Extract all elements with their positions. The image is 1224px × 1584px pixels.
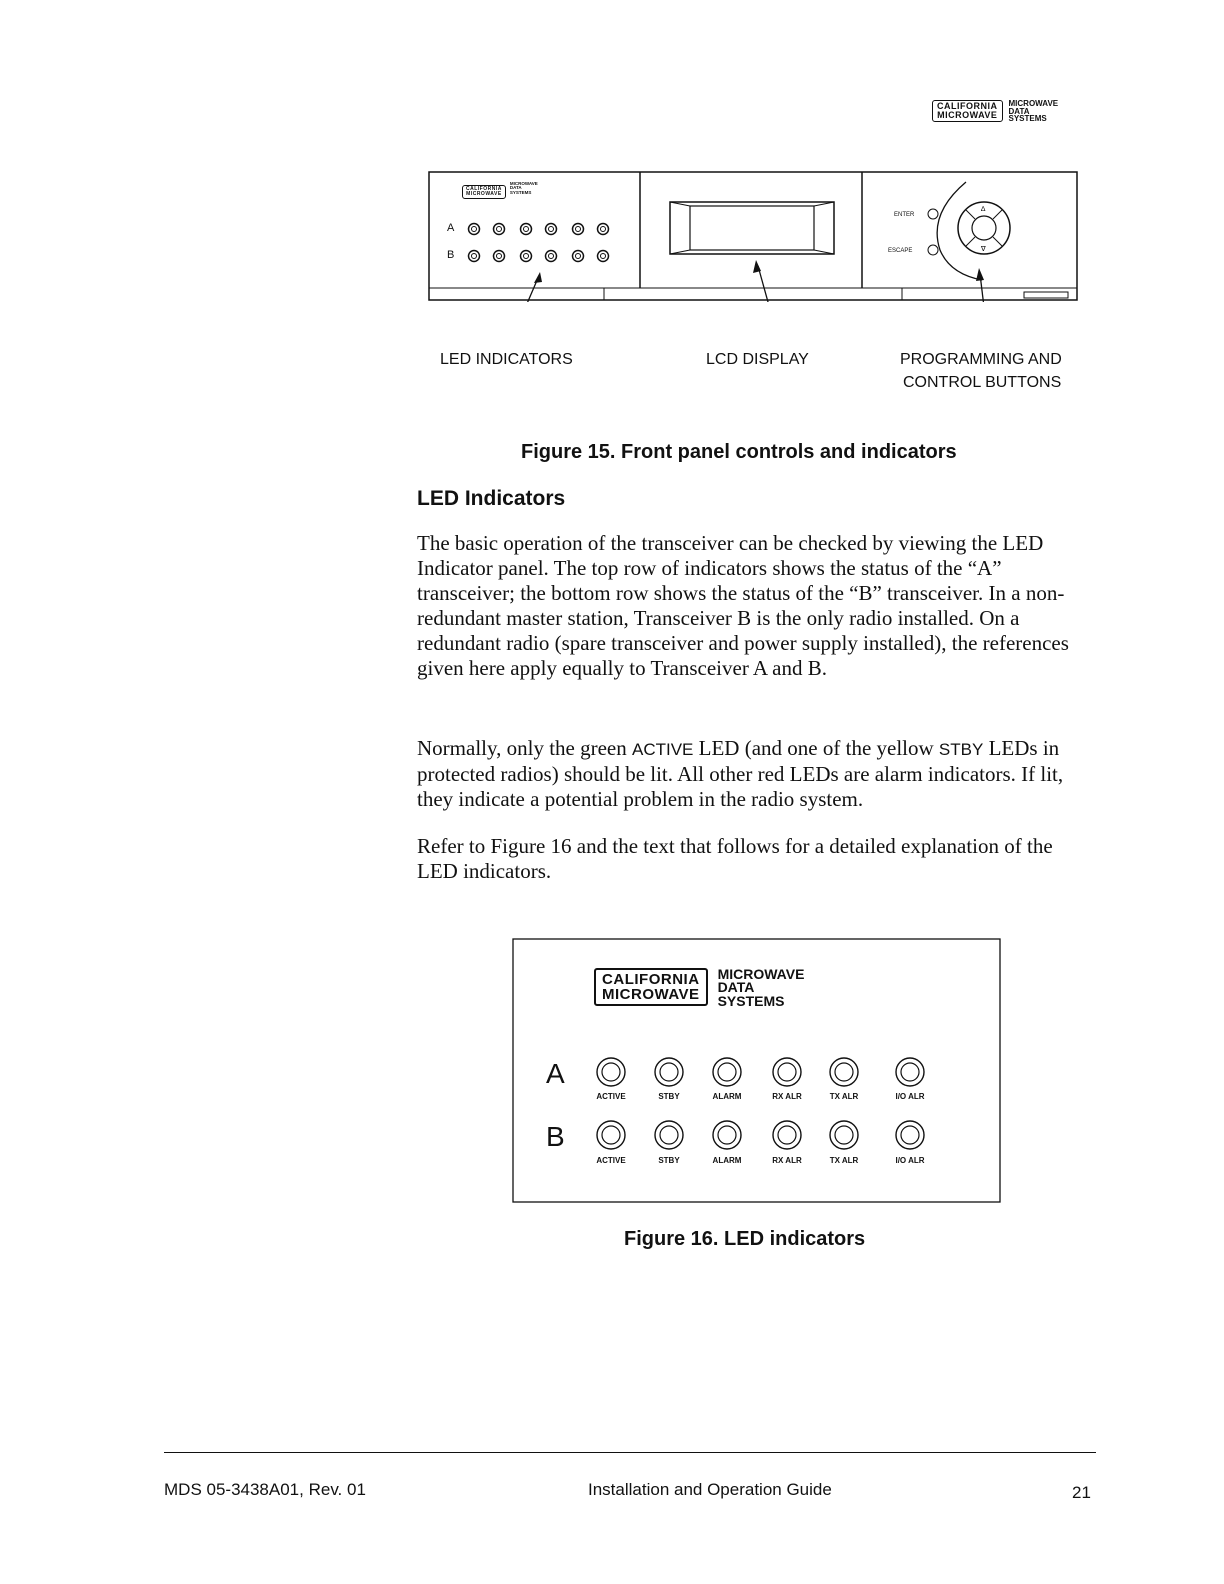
stby-term: STBY — [938, 740, 984, 759]
callout-programming-line1: PROGRAMMING AND — [900, 351, 1062, 368]
lcd-display-drawing — [670, 202, 834, 254]
panel-logo — [462, 182, 538, 200]
row-letter-b: B — [546, 1121, 565, 1152]
led-label-a-io-alr: I/O ALR — [895, 1092, 925, 1101]
figure16-caption: Figure 16. LED indicators — [624, 1228, 866, 1250]
panel-logo-side-line2: DATA — [509, 185, 522, 191]
panel-led-row-b — [469, 251, 609, 262]
paragraph-2-part1: Normally, only the green — [417, 736, 632, 760]
footer-rule — [164, 1452, 1096, 1453]
footer-doc-id: MDS 05-3438A01, Rev. 01 — [164, 1480, 366, 1499]
led-label-b-tx-alr: TX ALR — [829, 1156, 859, 1165]
panel-logo-side — [510, 182, 538, 195]
paragraph-1: The basic operation of the transceiver can be checked by viewing the LED Indicator panel. The top row of indicators shows the status of the “A” transceiver; the bottom row shows the status of the “B” transceiver. In a non-redundant master station, Transceiver B is the only radio installed. On a redundant radio (spare transceiver and power supply installed), the references given here apply equally to Transceiver A and B. — [417, 531, 1069, 680]
figure16-logo — [594, 968, 804, 1008]
panel-logo-side-line3: SYSTEMS — [509, 189, 532, 195]
logo-box-line1: CALIFORNIA — [937, 101, 998, 111]
led-label-a-stby: STBY — [658, 1092, 680, 1101]
panel-row-letter-b: B — [447, 249, 455, 261]
callout-programming-line2: CONTROL BUTTONS — [903, 374, 1062, 391]
panel-logo-box — [462, 185, 506, 199]
header-logo — [932, 100, 1102, 136]
logo-side-line1: MICROWAVE — [1008, 99, 1059, 108]
paragraph-2 — [417, 736, 1097, 812]
footer-page-number: 21 — [1072, 1483, 1091, 1502]
logo-side-line2: DATA — [1008, 106, 1030, 116]
led-label-a-alarm: ALARM — [712, 1092, 742, 1101]
logo-box — [932, 100, 1003, 122]
figure16-logo-side-line1: MICROWAVE — [717, 966, 805, 982]
footer-guide-title: Installation and Operation Guide — [588, 1480, 832, 1499]
row-letter-a: A — [546, 1058, 565, 1089]
control-pad-drawing — [928, 182, 1010, 280]
led-label-b-alarm: ALARM — [712, 1156, 742, 1165]
logo-side-text — [1009, 100, 1059, 123]
logo-box-line2: MICROWAVE — [937, 110, 998, 120]
figure15-caption: Figure 15. Front panel controls and indicators — [521, 441, 957, 463]
led-label-b-io-alr: I/O ALR — [895, 1156, 925, 1165]
figure16-logo-box — [594, 968, 708, 1006]
led-row-a — [597, 1058, 924, 1086]
paragraph-2-part3: LEDs in protected radios) should be lit. All other red LEDs are alarm indicators. If lit, they indicate a potential problem in the radio system. — [417, 736, 1064, 811]
led-label-a-tx-alr: TX ALR — [829, 1092, 859, 1101]
panel-logo-box-line1: CALIFORNIA — [466, 186, 502, 192]
paragraph-3: Refer to Figure 16 and the text that follows for a detailed explanation of the LED indicators. — [417, 834, 1053, 883]
front-panel-figure — [428, 170, 1080, 302]
section-heading: LED Indicators — [417, 487, 566, 510]
led-row-b — [597, 1121, 924, 1149]
enter-label: ENTER — [894, 212, 915, 218]
figure16-logo-side — [718, 968, 805, 1008]
led-label-b-stby: STBY — [658, 1156, 680, 1165]
panel-logo-box-line2: MICROWAVE — [466, 191, 502, 197]
led-label-a-rx-alr: RX ALR — [772, 1092, 802, 1101]
callout-led-indicators: LED INDICATORS — [440, 351, 573, 368]
escape-label: ESCAPE — [888, 248, 913, 254]
figure16-logo-side-line2: DATA — [717, 979, 755, 996]
active-term: ACTIVE — [632, 740, 694, 759]
callout-lcd-display: LCD DISPLAY — [706, 351, 809, 368]
figure16-logo-box-line2: MICROWAVE — [602, 986, 700, 1003]
svg-text:∇: ∇ — [981, 246, 986, 253]
led-label-b-rx-alr: RX ALR — [772, 1156, 802, 1165]
led-indicators-figure — [512, 938, 1002, 1204]
svg-text:∆: ∆ — [981, 206, 986, 213]
panel-row-letter-a: A — [447, 222, 455, 234]
callout-programming — [900, 348, 1062, 394]
paragraph-2-part2: LED (and one of the yellow — [693, 736, 939, 760]
callout-line-lcd — [758, 266, 778, 302]
panel-logo-side-line1: MICROWAVE — [509, 181, 538, 186]
led-label-b-active: ACTIVE — [596, 1156, 626, 1165]
figure16-logo-side-line3: SYSTEMS — [717, 992, 785, 1009]
panel-led-row-a — [469, 224, 609, 235]
figure16-logo-box-line1: CALIFORNIA — [602, 971, 700, 988]
led-label-a-active: ACTIVE — [596, 1092, 626, 1101]
logo-side-line3: SYSTEMS — [1008, 114, 1047, 124]
callout-line-led — [514, 278, 538, 302]
